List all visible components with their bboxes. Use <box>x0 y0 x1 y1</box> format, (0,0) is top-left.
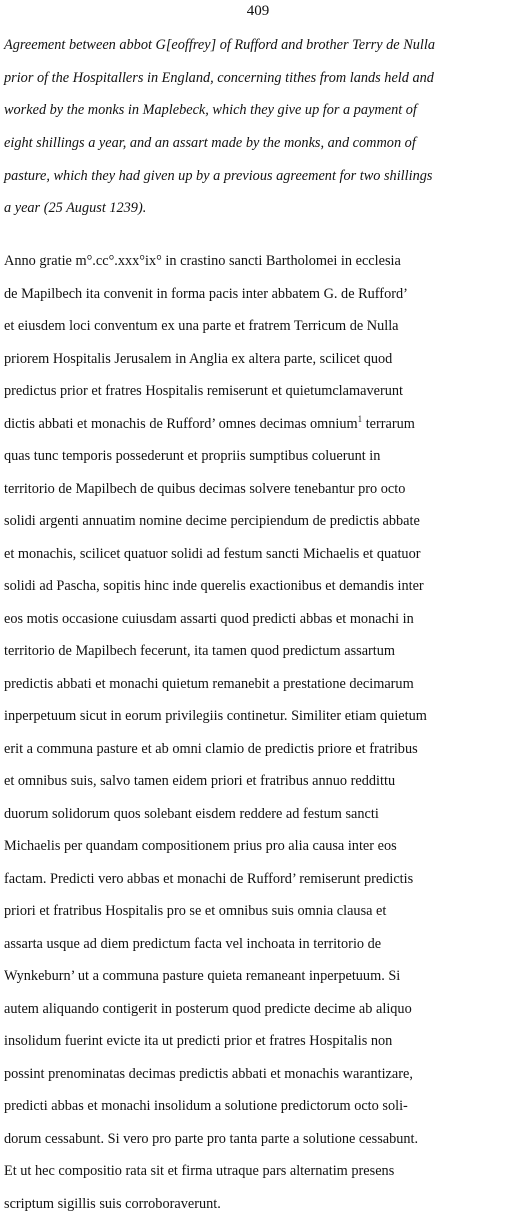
charter-text <box>4 237 504 1216</box>
body-line-continuation: terrarum <box>362 415 415 432</box>
body-line: predictus prior et fratres Hospitalis remiserunt et quietumclamaverunt <box>4 383 403 400</box>
body-line: factam. Predicti vero abbas et monachi de Rufford’ remiserunt predictis <box>4 870 414 887</box>
body-line: predictis abbati et monachi quietum remanebit a prestatione decimarum <box>4 675 414 692</box>
summary-line: prior of the Hospitallers in England, concerning tithes from lands held and <box>4 69 434 86</box>
body-line: et monachis, scilicet quatuor solidi ad festum sancti Michaelis et quatuor <box>4 545 421 562</box>
document-page <box>4 2 504 1216</box>
body-line: scriptum sigillis suis corroboraverunt. <box>4 1195 221 1212</box>
body-line: duorum solidorum quos solebant eisdem reddere ad festum sancti <box>4 805 379 822</box>
body-line: priori et fratribus Hospitalis pro se et omnibus suis omnia clausa et <box>4 903 387 920</box>
body-line: dorum cessabunt. Si vero pro parte pro tanta parte a solutione cessabunt. <box>4 1130 419 1147</box>
body-line: Et ut hec compositio rata sit et firma utraque pars alternatim presens <box>4 1163 395 1180</box>
body-line: possint prenominatas decimas predictis abbati et monachis warantizare, <box>4 1065 413 1082</box>
body-line: priorem Hospitalis Jerusalem in Anglia ex altera parte, scilicet quod <box>4 350 393 367</box>
body-line-text: dictis abbati et monachis de Rufford’ omnes decimas omnium <box>4 415 358 432</box>
summary-line: eight shillings a year, and an assart made by the monks, and common of <box>4 135 416 152</box>
summary-line: a year (25 August 1239). <box>4 200 147 217</box>
body-line: assarta usque ad diem predictum facta vel inchoata in territorio de <box>4 935 382 952</box>
body-line-with-footnote <box>4 413 504 432</box>
body-line: autem aliquando contigerit in posterum quod predicte decime ab aliquo <box>4 1000 412 1017</box>
body-line: quas tunc temporis possederunt et propriis sumptibus coluerunt in <box>4 448 381 465</box>
document-summary <box>4 21 504 233</box>
body-line: erit a communa pasture et ab omni clamio de predictis priore et fratribus <box>4 740 418 757</box>
body-line: de Mapilbech ita convenit in forma pacis inter abbatem G. de Rufford’ <box>4 285 408 302</box>
body-line: Anno gratie m°.cc°.xxx°ix° in crastino sancti Bartholomei in ecclesia <box>4 253 401 270</box>
body-line: predicti abbas et monachi insolidum a solutione predictorum octo soli- <box>4 1098 408 1115</box>
body-line: eos motis occasione cuiusdam assarti quod predicti abbas et monachi in <box>4 610 414 627</box>
summary-line: pasture, which they had given up by a previous agreement for two shillings <box>4 167 433 184</box>
body-line: Wynkeburn’ ut a communa pasture quieta remaneant inperpetuum. Si <box>4 968 401 985</box>
body-line: territorio de Mapilbech fecerunt, ita tamen quod predictum assartum <box>4 643 396 660</box>
footnote-reference[interactable]: 1 <box>357 413 363 424</box>
body-line: insolidum fuerint evicte ita ut predicti prior et fratres Hospitalis non <box>4 1033 393 1050</box>
body-line: et eiusdem loci conventum ex una parte et fratrem Terricum de Nulla <box>4 318 399 335</box>
page-number: 409 <box>246 3 270 19</box>
body-line: et omnibus suis, salvo tamen eidem priori et fratribus annuo reddittu <box>4 773 396 790</box>
body-line: territorio de Mapilbech de quibus decimas solvere tenebantur pro octo <box>4 480 406 497</box>
body-line: inperpetuum sicut in eorum privilegiis continetur. Similiter etiam quietum <box>4 708 427 725</box>
summary-line: worked by the monks in Maplebeck, which they give up for a payment of <box>4 102 417 119</box>
summary-line: Agreement between abbot G[eoffrey] of Rufford and brother Terry de Nulla <box>4 37 435 54</box>
body-line: solidi ad Pascha, sopitis hinc inde querelis exactionibus et demandis inter <box>4 578 424 595</box>
body-line: solidi argenti annuatim nomine decime percipiendum de predictis abbate <box>4 513 420 530</box>
body-line: Michaelis per quandam compositionem prius pro alia causa inter eos <box>4 838 397 855</box>
